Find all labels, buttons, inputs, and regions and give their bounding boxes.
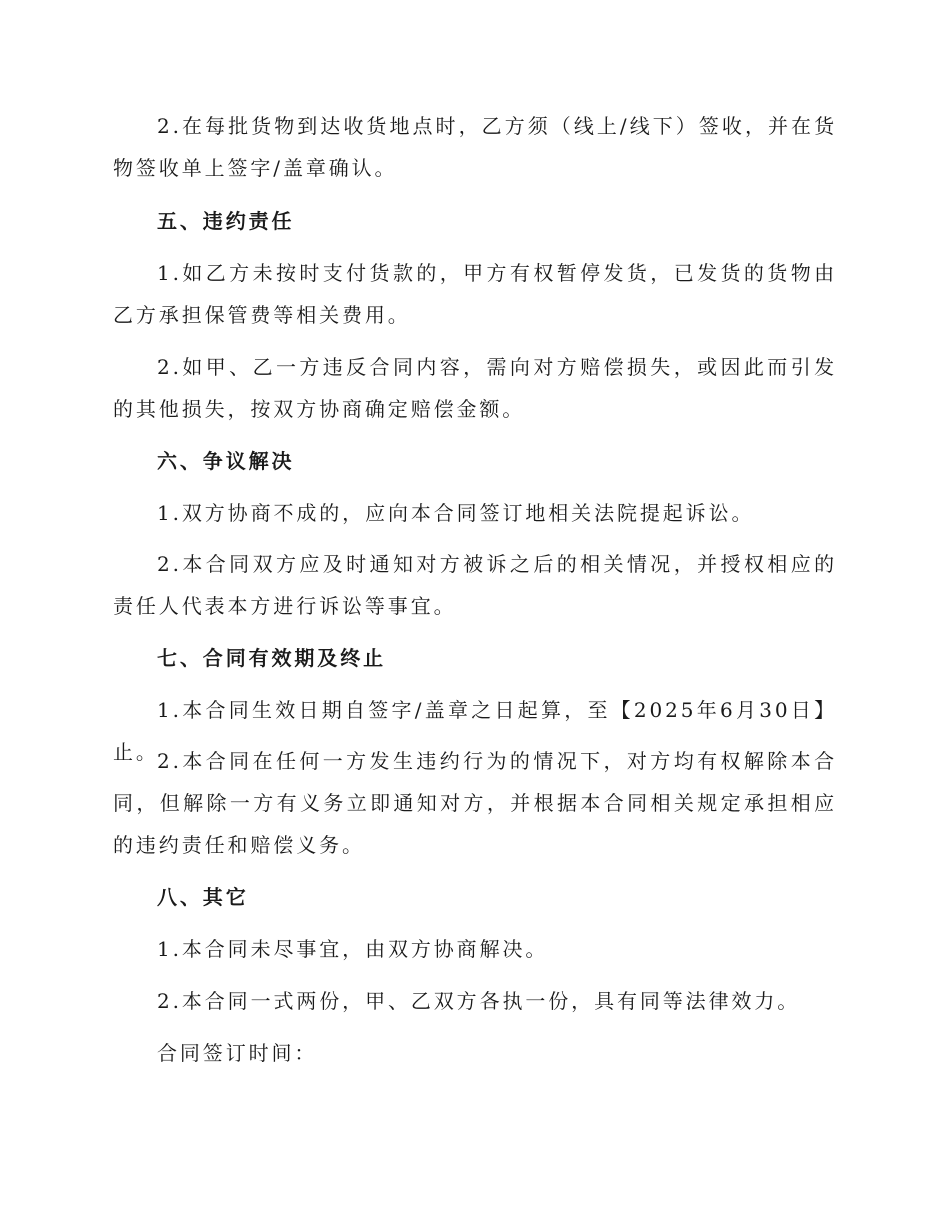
section-6-heading: 六、争议解决 [157,449,295,473]
clause-7-2: 2.本合同在任何一方发生违约行为的情况下，对方均有权解除本合同，但解除一方有义务立即通知对方，并根据本合同相关规定承担相应的违约责任和赔偿义务。 [113,749,837,857]
clause-4-2: 2.在每批货物到达收货地点时，乙方须（线上/线下）签收，并在货物签收单上签字/盖章确认。 [113,114,837,180]
clause-7-1: 1.本合同生效日期自签字/盖章之日起算，至【2025年6月30日】止。 [113,698,837,764]
section-5-heading: 五、违约责任 [157,209,295,233]
signing-time-label: 合同签订时间： [157,1041,318,1065]
clause-6-1: 1.双方协商不成的，应向本合同签订地相关法院提起诉讼。 [157,501,755,525]
section-7-heading: 七、合同有效期及终止 [157,646,386,670]
clause-5-2: 2.如甲、乙一方违反合同内容，需向对方赔偿损失，或因此而引发的其他损失，按双方协商确定赔偿金额。 [113,355,837,421]
clause-8-1: 1.本合同未尽事宜，由双方协商解决。 [157,937,549,961]
section-8-heading: 八、其它 [157,885,249,909]
clause-6-2: 2.本合同双方应及时通知对方被诉之后的相关情况，并授权相应的责任人代表本方进行诉讼等事宜。 [113,552,837,618]
clause-8-2: 2.本合同一式两份，甲、乙双方各执一份，具有同等法律效力。 [157,989,801,1013]
clause-5-1: 1.如乙方未按时支付货款的，甲方有权暂停发货，已发货的货物由乙方承担保管费等相关费用。 [113,261,837,327]
